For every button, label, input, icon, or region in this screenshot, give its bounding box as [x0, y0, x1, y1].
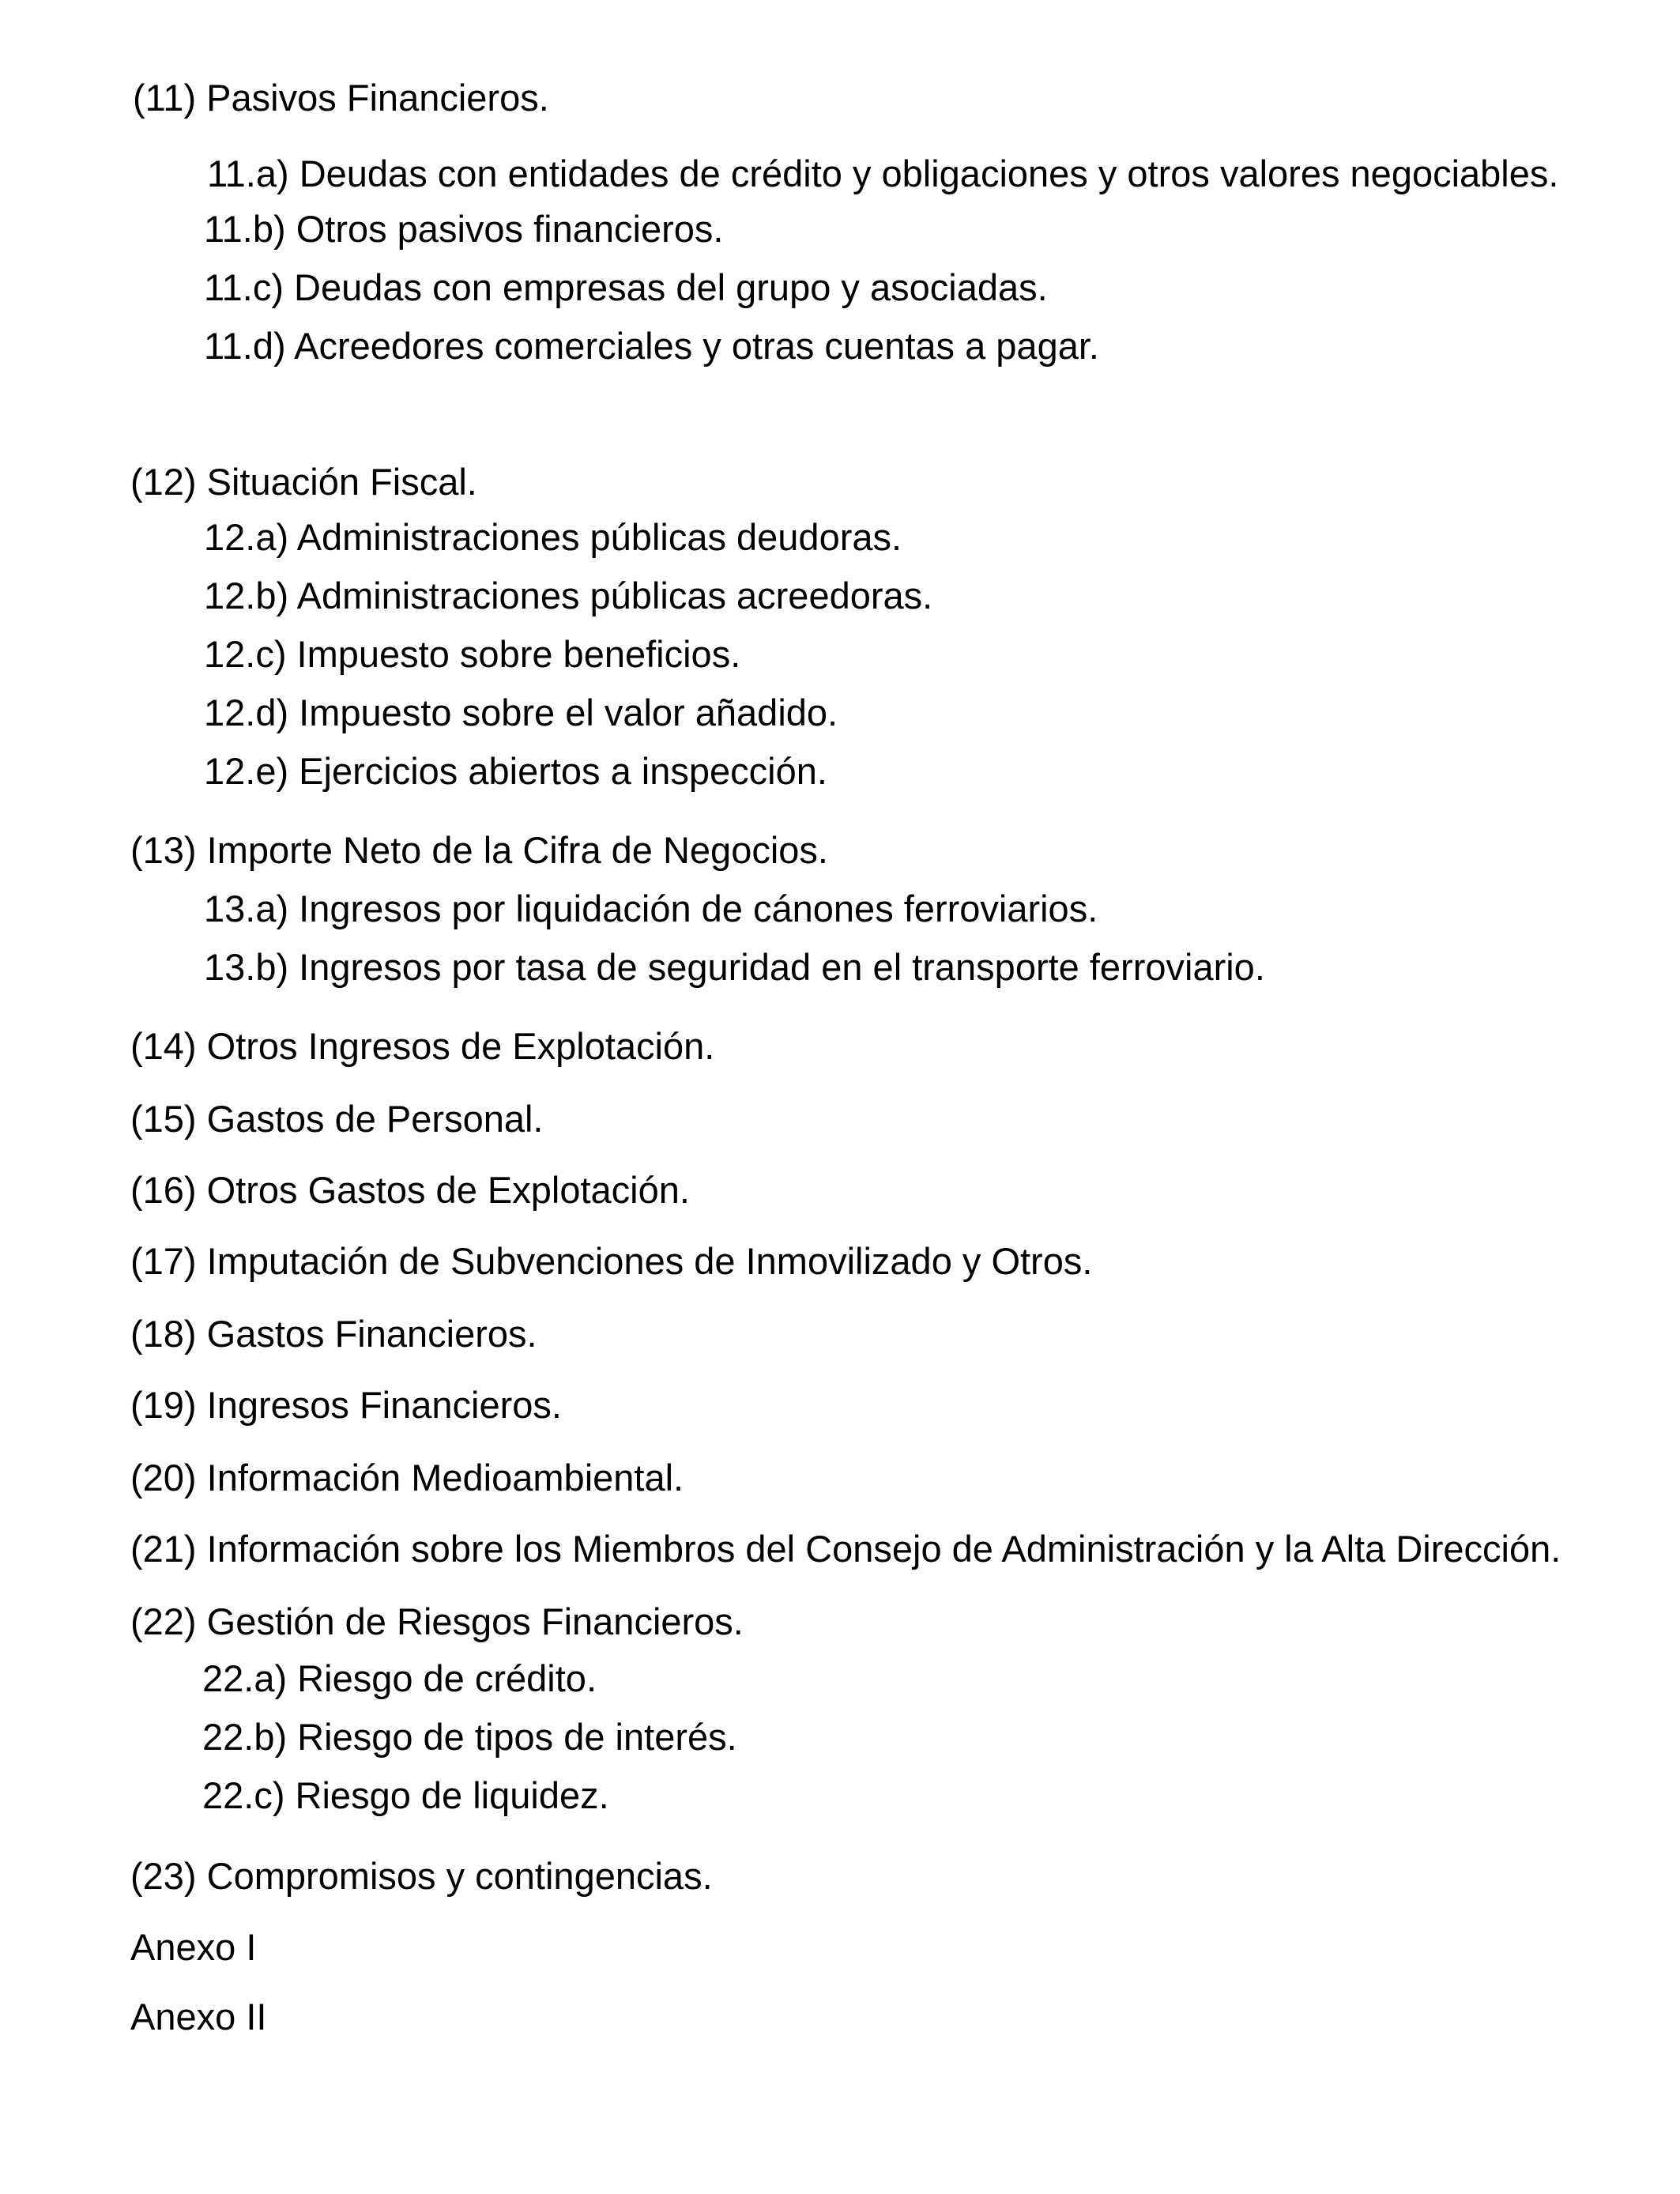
- section-heading-12: (12) Situación Fiscal.: [130, 461, 477, 503]
- section-heading-17: (17) Imputación de Subvenciones de Inmovilizado y Otros.: [130, 1240, 1093, 1282]
- section-heading-11: (11) Pasivos Financieros.: [133, 77, 549, 119]
- annex-1: Anexo I: [130, 1926, 257, 1968]
- subsection-item-12b: 12.b) Administraciones públicas acreedoras.: [204, 575, 933, 616]
- section-heading-23: (23) Compromisos y contingencias.: [130, 1855, 713, 1897]
- section-heading-18: (18) Gastos Financieros.: [130, 1313, 537, 1355]
- subsection-item-11a: 11.a) Deudas con entidades de crédito y obligaciones y otros valores negociables.: [207, 153, 1559, 194]
- subsection-item-11c: 11.c) Deudas con empresas del grupo y asociadas.: [204, 266, 1048, 308]
- section-heading-15: (15) Gastos de Personal.: [130, 1098, 544, 1140]
- subsection-item-12e: 12.e) Ejercicios abiertos a inspección.: [204, 750, 827, 792]
- subsection-item-11b: 11.b) Otros pasivos financieros.: [204, 208, 724, 250]
- section-heading-16: (16) Otros Gastos de Explotación.: [130, 1169, 690, 1211]
- subsection-item-22a: 22.a) Riesgo de crédito.: [202, 1657, 597, 1699]
- section-heading-14: (14) Otros Ingresos de Explotación.: [130, 1025, 715, 1067]
- subsection-item-13b: 13.b) Ingresos por tasa de seguridad en el transporte ferroviario.: [204, 946, 1265, 988]
- section-heading-13: (13) Importe Neto de la Cifra de Negocios.: [130, 829, 828, 871]
- subsection-item-11d: 11.d) Acreedores comerciales y otras cuentas a pagar.: [204, 325, 1099, 367]
- subsection-item-12d: 12.d) Impuesto sobre el valor añadido.: [204, 692, 838, 733]
- section-heading-21: (21) Información sobre los Miembros del Consejo de Administración y la Alta Dirección.: [130, 1528, 1561, 1570]
- subsection-item-22c: 22.c) Riesgo de liquidez.: [202, 1774, 609, 1816]
- subsection-item-12a: 12.a) Administraciones públicas deudoras.: [204, 516, 902, 558]
- section-heading-22: (22) Gestión de Riesgos Financieros.: [130, 1600, 744, 1642]
- subsection-item-22b: 22.b) Riesgo de tipos de interés.: [202, 1716, 737, 1758]
- annex-2: Anexo II: [130, 1996, 267, 2038]
- subsection-item-12c: 12.c) Impuesto sobre beneficios.: [204, 633, 741, 675]
- subsection-item-13a: 13.a) Ingresos por liquidación de cánones ferroviarios.: [204, 888, 1098, 929]
- section-heading-20: (20) Información Medioambiental.: [130, 1457, 684, 1498]
- section-heading-19: (19) Ingresos Financieros.: [130, 1384, 562, 1426]
